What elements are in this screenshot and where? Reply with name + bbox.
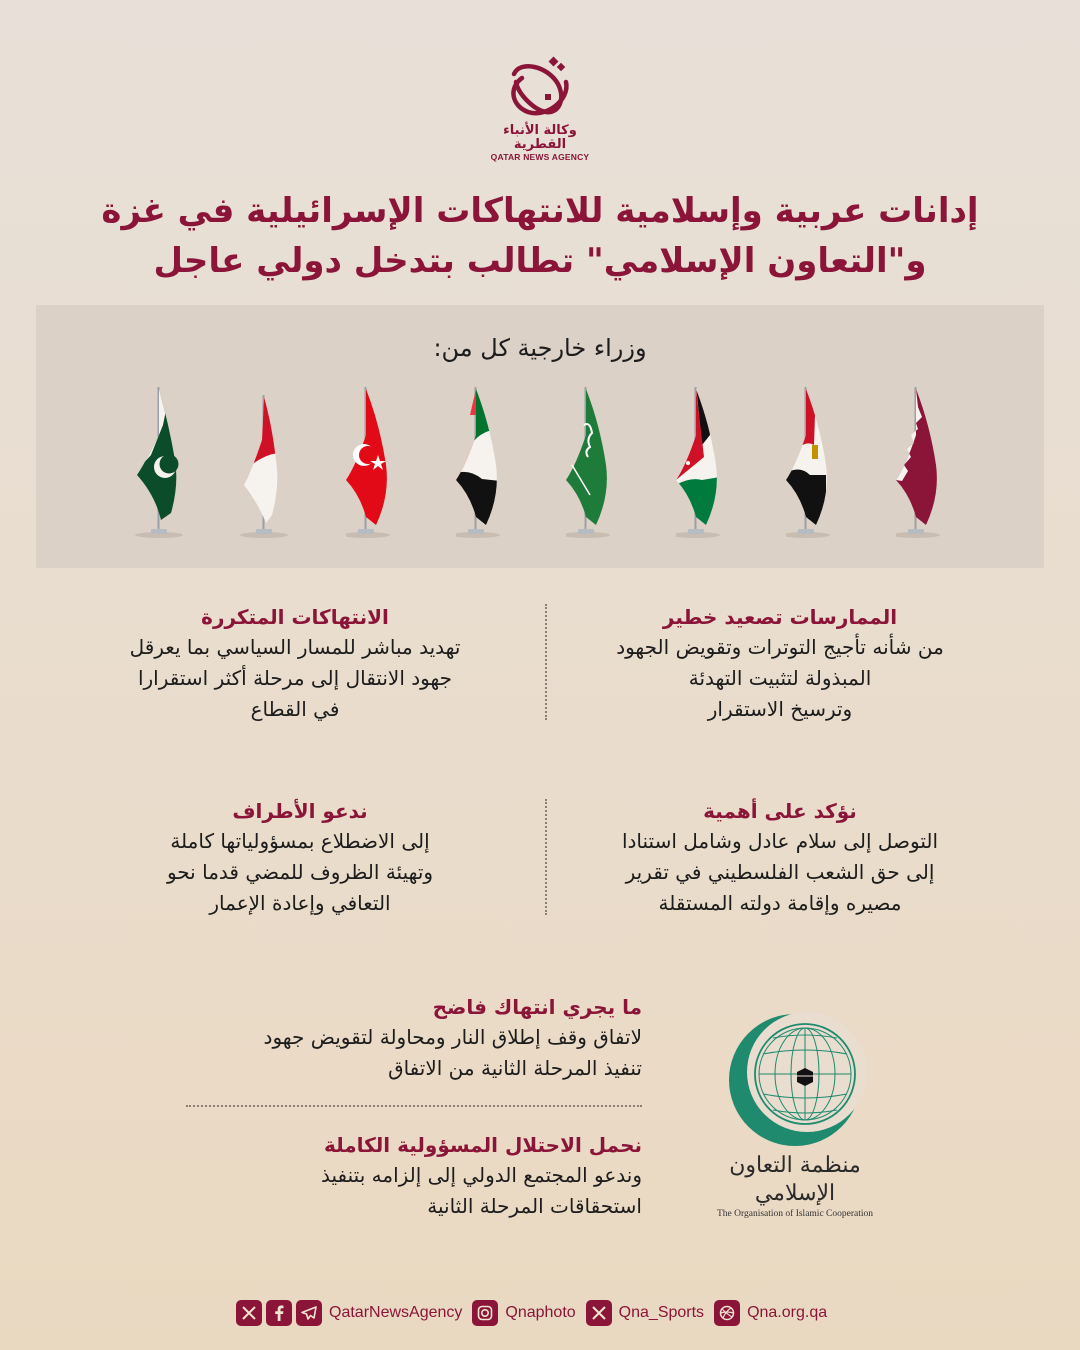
oic-crescent-globe-icon	[725, 1010, 865, 1150]
point-body	[570, 632, 990, 725]
oic-point-violation	[160, 992, 642, 1084]
qna-orbit-logo-icon	[500, 52, 580, 122]
social-handle[interactable]: Qna.org.qa	[747, 1304, 828, 1321]
headline	[60, 186, 1020, 286]
turkey-flag-icon	[346, 385, 416, 545]
point-body	[570, 826, 990, 919]
oic-point-responsibility	[160, 1130, 642, 1222]
social-footer	[236, 1298, 833, 1328]
headline-line-2: و"التعاون الإسلامي" تطالب بتدخل دولي عاجل	[153, 241, 927, 281]
headline-line-1: إدانات عربية وإسلامية للانتهاكات الإسرائيلية في غزة	[101, 191, 979, 231]
indonesia-flag-icon	[236, 385, 306, 545]
point-body-line: استحقاقات المرحلة الثانية	[427, 1194, 642, 1218]
point-title: نحمل الاحتلال المسؤولية الكاملة	[323, 1133, 642, 1157]
point-title: ندعو الأطراف	[232, 799, 368, 823]
pakistan-flag-icon	[131, 385, 201, 545]
point-body	[160, 1160, 642, 1222]
flags-heading: وزراء خارجية كل من:	[433, 334, 647, 362]
web-globe-icon[interactable]	[714, 1300, 740, 1326]
telegram-icon[interactable]	[296, 1300, 322, 1326]
point-emphasis	[570, 796, 990, 919]
point-body-line: وتهيئة الظروف للمضي قدما نحو	[166, 860, 434, 884]
brand-name-arabic: وكالة الأنباء القطرية	[503, 123, 577, 152]
point-title: الانتهاكات المتكررة	[201, 605, 389, 629]
x-icon[interactable]	[586, 1300, 612, 1326]
point-title: نؤكد على أهمية	[703, 799, 857, 823]
point-body-line: التوصل إلى سلام عادل وشامل استنادا	[621, 829, 939, 853]
point-body-line: في القطاع	[250, 697, 340, 721]
egypt-flag-icon	[786, 385, 856, 545]
horizontal-divider	[186, 1105, 642, 1107]
brand-name-english: QATAR NEWS AGENCY	[490, 152, 590, 162]
vertical-divider	[545, 604, 547, 720]
point-body-line: مصيره وإقامة دولته المستقلة	[658, 891, 902, 915]
oic-name-english: The Organisation of Islamic Cooperation	[716, 1209, 873, 1219]
point-body-line: وترسيخ الاستقرار	[707, 697, 853, 721]
qatar-flag-icon	[896, 385, 966, 545]
oic-name-arabic: منظمة التعاون الإسلامي	[729, 1153, 861, 1206]
jordan-flag-icon	[676, 385, 746, 545]
point-body-line: من شأنه تأجيج التوترات وتقويض الجهود	[616, 635, 944, 659]
facebook-icon[interactable]	[266, 1300, 292, 1326]
point-body-line: تهديد مباشر للمسار السياسي بما يعرقل	[129, 635, 461, 659]
point-body-line: التعافي وإعادة الإعمار	[209, 891, 391, 915]
point-body-line: وندعو المجتمع الدولي إلى إلزامه بتنفيذ	[321, 1163, 642, 1187]
point-body-line: تنفيذ المرحلة الثانية من الاتفاق	[388, 1056, 642, 1080]
x-icon[interactable]	[236, 1300, 262, 1326]
social-handle[interactable]: Qnaphoto	[505, 1304, 576, 1321]
point-body	[80, 632, 510, 725]
vertical-divider	[545, 799, 547, 915]
point-body-line: المبذولة لتثبيت التهدئة	[688, 666, 872, 690]
oic-logo	[700, 1010, 890, 1219]
point-body-line: إلى حق الشعب الفلسطيني في تقرير	[625, 860, 935, 884]
point-repeated-violations	[80, 602, 510, 725]
social-handle[interactable]: QatarNewsAgency	[329, 1304, 463, 1321]
point-body	[160, 1022, 642, 1084]
qna-logo	[490, 52, 590, 162]
point-body-line: لاتفاق وقف إطلاق النار ومحاولة لتقويض جهود	[263, 1025, 642, 1049]
point-body-line: إلى الاضطلاع بمسؤولياتها كاملة	[170, 829, 430, 853]
point-escalation	[570, 602, 990, 725]
flags-panel	[36, 305, 1044, 568]
instagram-icon[interactable]	[472, 1300, 498, 1326]
uae-flag-icon	[456, 385, 526, 545]
saudi-flag-icon	[566, 385, 636, 545]
social-handle[interactable]: Qna_Sports	[618, 1304, 705, 1321]
point-call-parties	[100, 796, 500, 919]
point-body	[100, 826, 500, 919]
point-body-line: جهود الانتقال إلى مرحلة أكثر استقرارا	[137, 666, 453, 690]
point-title: الممارسات تصعيد خطير	[662, 605, 898, 629]
point-title: ما يجري انتهاك فاضح	[432, 995, 642, 1019]
